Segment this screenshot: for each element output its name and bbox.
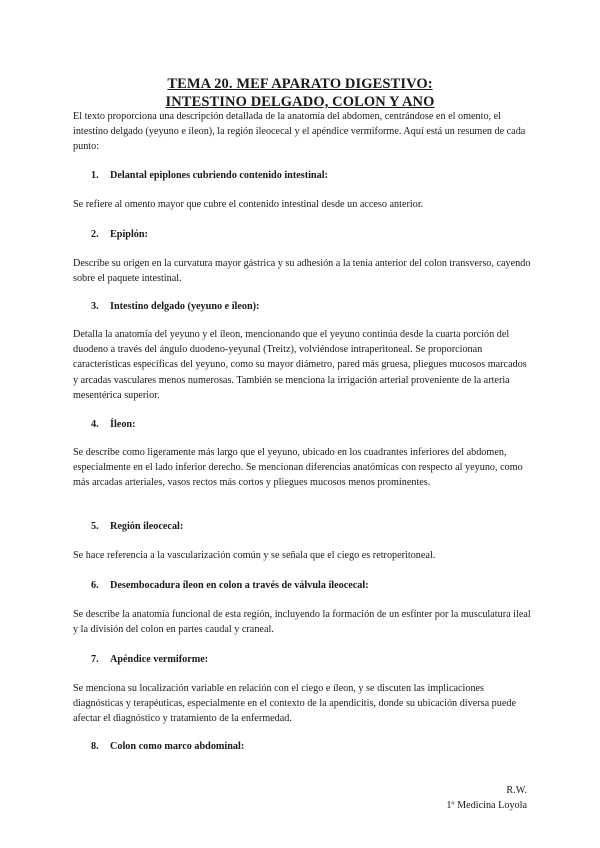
section-text-5: Se hace referencia a la vascularización común y se señala que el ciego es retroperitoneal. [73, 550, 436, 561]
section-heading-2 [91, 228, 148, 242]
section-heading-8 [91, 740, 244, 754]
section-heading-text: Íleon: [110, 419, 136, 430]
section-heading-1 [91, 169, 328, 183]
section-text-3: Detalla la anatomía del yeyuno y el íleon, mencionando que el yeyuno continúa desde la cuarta porción del duodeno a través del ángulo duodeno-yeyunal (Treitz), volviéndose intraperitoneal. Se proporcionan características específicas del yeyuno, como su mayor diámetro, pared más gruesa, pliegues mucosos marcados y arcadas vasculares menos numerosas. También se menciona la irrigación arterial proveniente de la arteria mesentérica superior. [73, 329, 527, 401]
section-heading-5 [91, 520, 183, 534]
section-heading-text: Colon como marco abdominal: [110, 741, 245, 752]
document-title-line-2: INTESTINO DELGADO, COLON Y ANO [165, 94, 435, 110]
footer-course: 1º Medicina Loyola [446, 800, 527, 811]
section-heading-text: Intestino delgado (yeyuno e íleon): [110, 301, 260, 312]
section-number: 5. [91, 521, 99, 532]
section-heading-6 [91, 579, 369, 593]
section-number: 4. [91, 419, 99, 430]
section-text-4: Se describe como ligeramente más largo que el yeyuno, ubicado en los cuadrantes inferiores del abdomen, especialmente en el lado inferior derecho. Se mencionan diferencias anatómicas con respecto al yeyuno, como más arcadas arteriales, vasos rectos más cortos y pliegues mucosos menos prominentes. [73, 447, 523, 489]
section-heading-7 [91, 653, 208, 667]
footer-author: R.W. [506, 785, 527, 796]
section-number: 7. [91, 654, 99, 665]
section-text-7: Se menciona su localización variable en relación con el ciego e íleon, y se discuten las implicaciones diagnósticas y terapéuticas, especialmente en el contexto de la apendicitis, donde su ubicación diversa puede afectar el diagnóstico y tratamiento de la enfermedad. [73, 683, 516, 725]
document-title-line-1: TEMA 20. MEF APARATO DIGESTIVO: [167, 76, 433, 92]
section-text-1: Se refiere al omento mayor que cubre el contenido intestinal desde un acceso anterior. [73, 199, 424, 210]
section-number: 2. [91, 229, 99, 240]
section-heading-4 [91, 418, 135, 432]
section-heading-text: Delantal epiplones cubriendo contenido intestinal: [110, 170, 328, 181]
section-number: 1. [91, 170, 99, 181]
section-heading-text: Región ileocecal: [110, 521, 184, 532]
section-text-2: Describe su origen en la curvatura mayor gástrica y su adhesión a la tenia anterior del colon transverso, cayendo sobre el paquete intestinal. [73, 258, 531, 285]
intro-paragraph: El texto proporciona una descripción detallada de la anatomía del abdomen, centrándose en el omento, el intestino delgado (yeyuno e íleon), la región ileocecal y el apéndice vermiforme. Aquí está un resumen de cada punto: [73, 111, 526, 153]
section-heading-text: Desembocadura íleon en colon a través de válvula ileocecal: [110, 580, 369, 591]
section-heading-text: Epiplón: [110, 229, 148, 240]
section-heading-3 [91, 300, 259, 314]
section-text-6: Se describe la anatomía funcional de esta región, incluyendo la formación de un esfínter por la musculatura ileal y la división del colon en partes caudal y craneal. [73, 609, 531, 636]
section-number: 3. [91, 301, 99, 312]
section-heading-text: Apéndice vermiforme: [110, 654, 209, 665]
section-number: 8. [91, 741, 99, 752]
section-number: 6. [91, 580, 99, 591]
